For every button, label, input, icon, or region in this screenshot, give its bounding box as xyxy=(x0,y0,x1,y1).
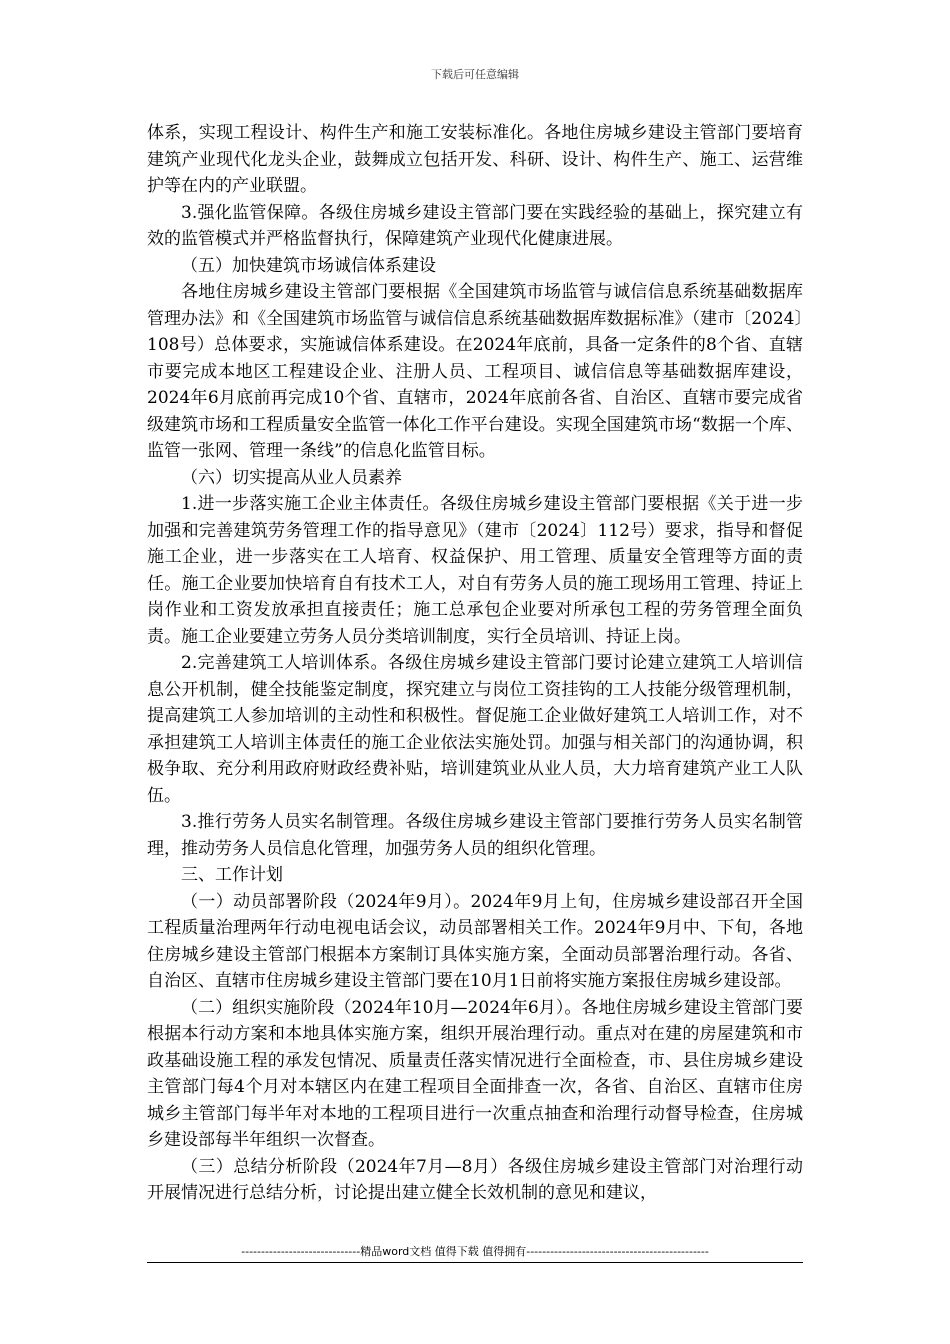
footer-rule xyxy=(147,1262,803,1263)
document-body xyxy=(147,120,803,1207)
page-footer: ------------------------------精品word文档 值得下载 值得拥有---------------------------------------------- xyxy=(241,1245,709,1258)
section-heading: （六）切实提高从业人员素养 xyxy=(181,467,402,488)
paragraph: 各地住房城乡建设主管部门要根据《全国建筑市场监管与诚信信息系统基础数据库管理办法》和《全国建筑市场监管与诚信信息系统基础数据库数据标准》（建市〔2024〕108号）总体要求，实施诚信体系建设。在2024年底前，具备一定条件的8个省、直辖市要完成本地区工程建设企业、注册人员、工程项目、诚信信息等基础数据库建设，2024年6月底前再完成10个省、直辖市，2024年底前各省、自治区、直辖市要完成省级建筑市场和工程质量安全监管一体化工作平台建设。实现全国建筑市场“数据一个库、监管一张网、管理一条线”的信息化监管目标。 xyxy=(147,282,803,461)
section-heading: （五）加快建筑市场诚信体系建设 xyxy=(181,255,436,276)
paragraph: （三）总结分析阶段（2024年7月—8月）各级住房城乡建设主管部门对治理行动开展情况进行总结分析，讨论提出建立健全长效机制的意见和建议， xyxy=(147,1156,803,1203)
paragraph: （二）组织实施阶段（2024年10月—2024年6月）。各地住房城乡建设主管部门要根据本行动方案和本地具体实施方案，组织开展治理行动。重点对在建的房屋建筑和市政基础设施工程的承发包情况、质量责任落实情况进行全面检查，市、县住房城乡建设主管部门每4个月对本辖区内在建工程项目全面排查一次，各省、自治区、直辖市住房城乡主管部门每半年对本地的工程项目进行一次重点抽查和治理行动督导检查，住房城乡建设部每半年组织一次督查。 xyxy=(147,997,803,1150)
page-header: 下载后可任意编辑 xyxy=(431,68,519,81)
paragraph: 3.推行劳务人员实名制管理。各级住房城乡建设主管部门要推行劳务人员实名制管理，推动劳务人员信息化管理，加强劳务人员的组织化管理。 xyxy=(147,812,803,859)
paragraph: 2.完善建筑工人培训体系。各级住房城乡建设主管部门要讨论建立建筑工人培训信息公开机制，健全技能鉴定制度，探究建立与岗位工资挂钩的工人技能分级管理机制，提高建筑工人参加培训的主动性和积极性。督促施工企业做好建筑工人培训工作，对不承担建筑工人培训主体责任的施工企业依法实施处罚。加强与相关部门的沟通协调，积极争取、充分利用政府财政经费补贴，培训建筑业从业人员，大力培育建筑产业工人队伍。 xyxy=(147,653,803,806)
paragraph: （一）动员部署阶段（2024年9月）。2024年9月上旬，住房城乡建设部召开全国工程质量治理两年行动电视电话会议，动员部署相关工作。2024年9月中、下旬，各地住房城乡建设主管部门根据本方案制订具体实施方案，全面动员部署治理行动。各省、自治区、直辖市住房城乡建设主管部门要在10月1日前将实施方案报住房城乡建设部。 xyxy=(147,891,803,991)
paragraph: 1.进一步落实施工企业主体责任。各级住房城乡建设主管部门要根据《关于进一步加强和完善建筑劳务管理工作的指导意见》（建市〔2024〕112号）要求，指导和督促施工企业，进一步落实在工人培育、权益保护、用工管理、质量安全管理等方面的责任。施工企业要加快培育自有技术工人，对自有劳务人员的施工现场用工管理、持证上岗作业和工资发放承担直接责任；施工总承包企业要对所承包工程的劳务管理全面负责。施工企业要建立劳务人员分类培训制度，实行全员培训、持证上岗。 xyxy=(147,494,803,647)
paragraph: 3.强化监管保障。各级住房城乡建设主管部门要在实践经验的基础上，探究建立有效的监管模式并严格监督执行，保障建筑产业现代化健康进展。 xyxy=(147,202,803,249)
paragraph: 体系，实现工程设计、构件生产和施工安装标准化。各地住房城乡建设主管部门要培育建筑产业现代化龙头企业，鼓舞成立包括开发、科研、设计、构件生产、施工、运营维护等在内的产业联盟。 xyxy=(147,123,803,196)
section-heading: 三、工作计划 xyxy=(181,865,283,885)
